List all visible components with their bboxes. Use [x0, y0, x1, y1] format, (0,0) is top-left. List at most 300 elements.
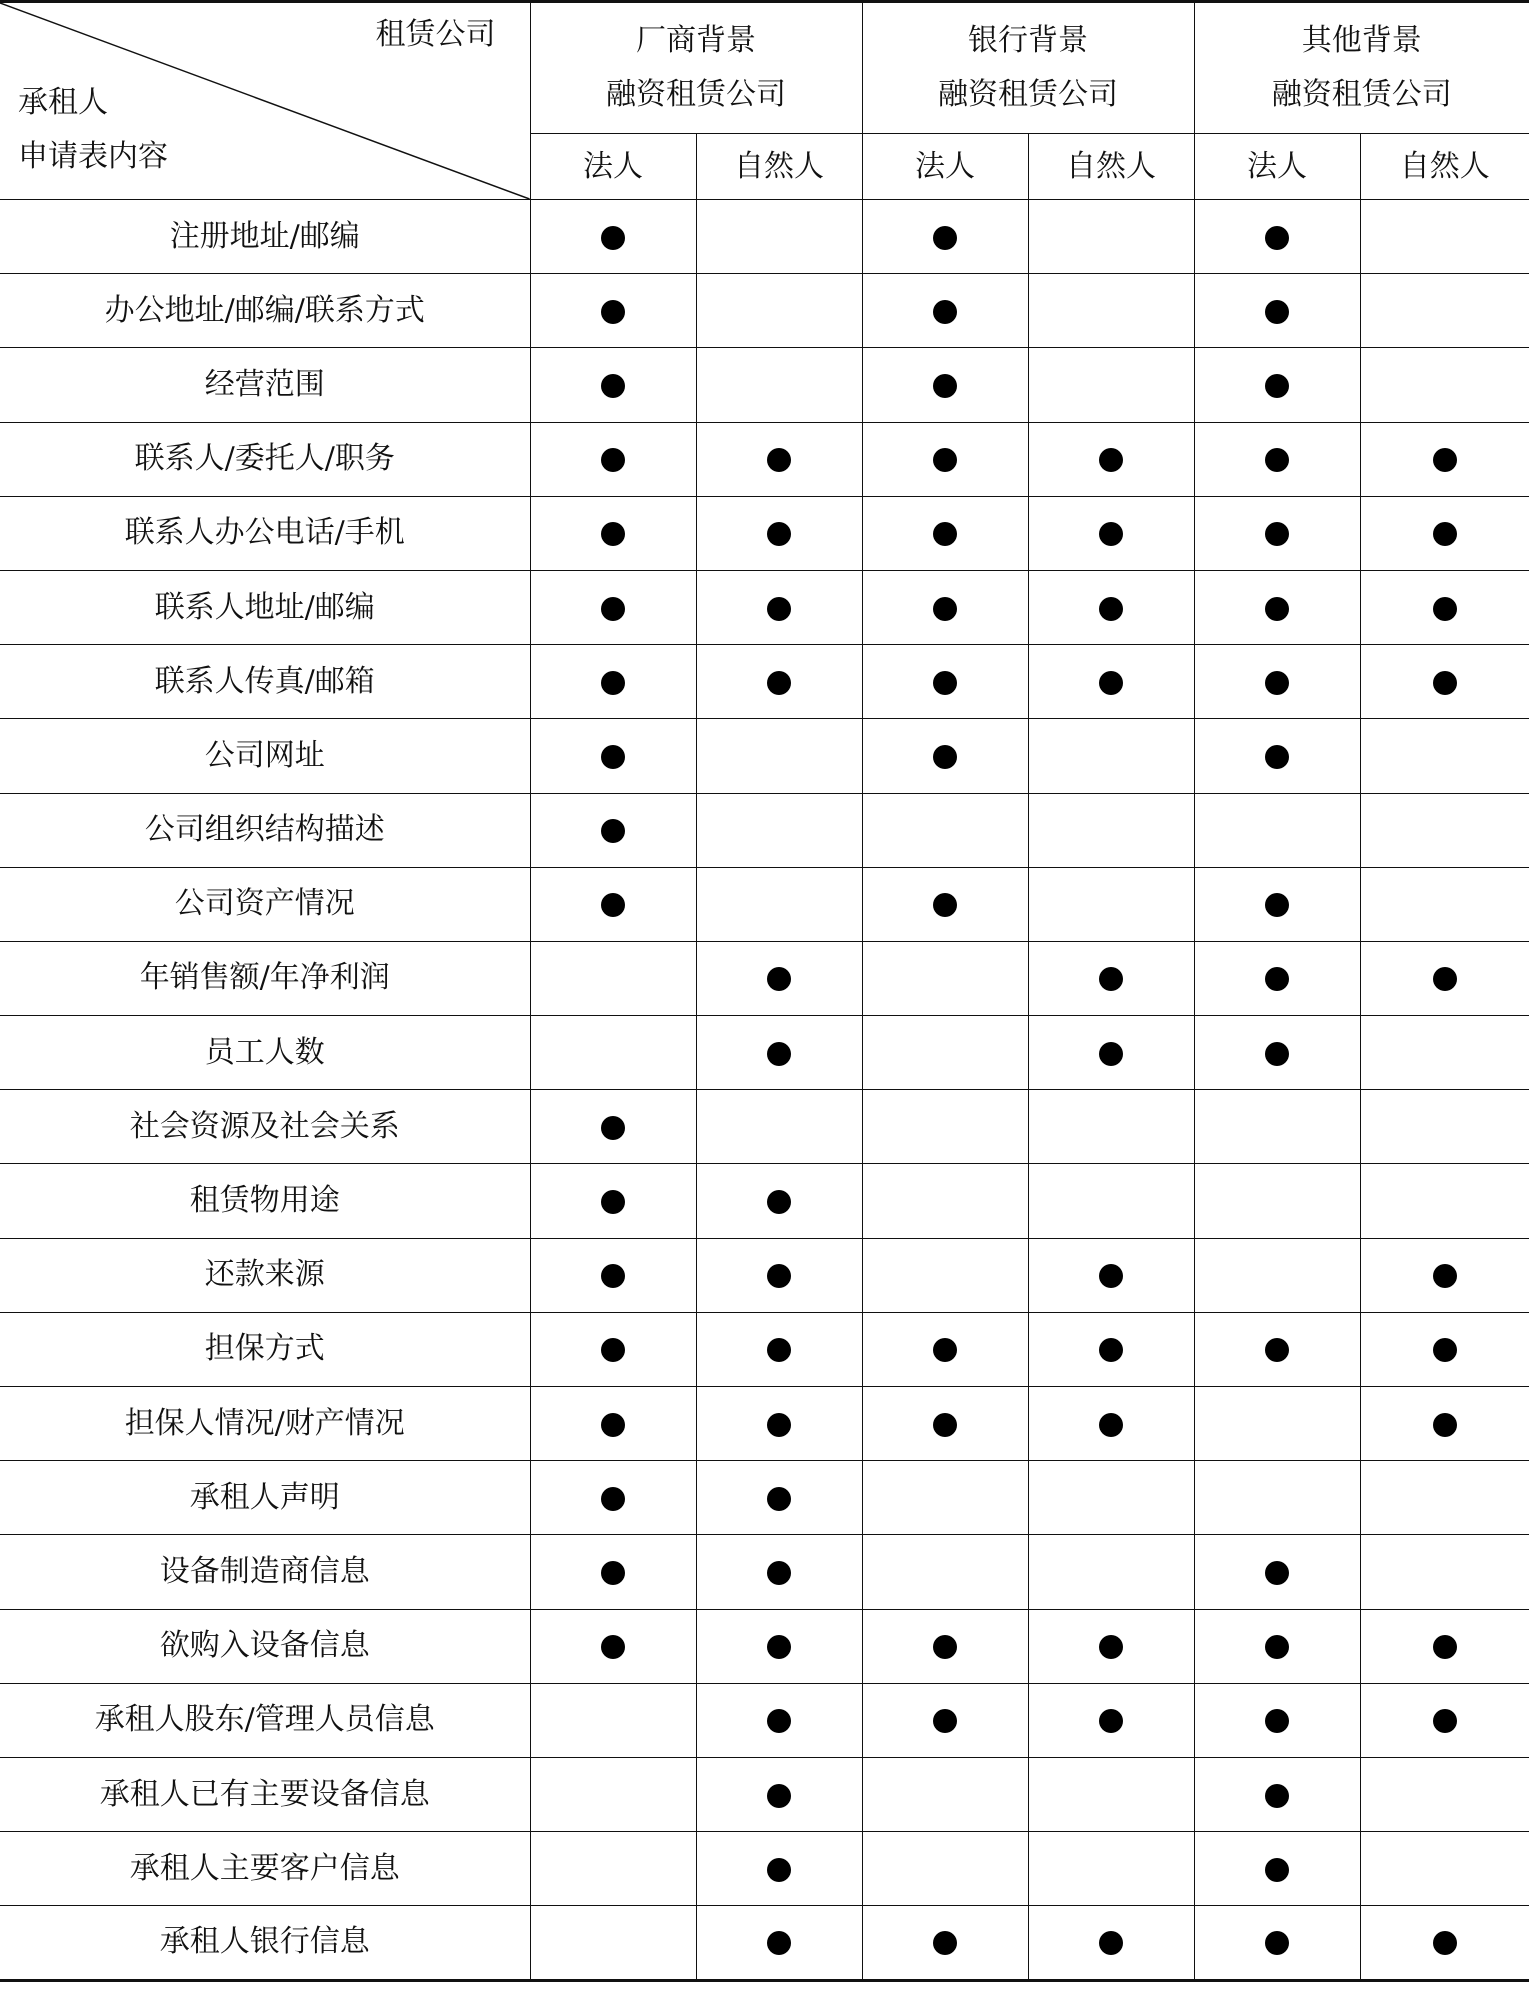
- row-label: 社会资源及社会关系: [0, 1090, 530, 1164]
- row-label: 联系人办公电话/手机: [0, 496, 530, 570]
- filled-circle-icon: [933, 1709, 957, 1733]
- mark-cell: [1194, 793, 1360, 867]
- mark-cell: [1194, 1461, 1360, 1535]
- mark-cell: [1028, 274, 1194, 348]
- filled-circle-icon: [933, 597, 957, 621]
- filled-circle-icon: [1433, 1413, 1457, 1437]
- mark-cell: [862, 1832, 1028, 1906]
- mark-cell: [530, 1757, 696, 1831]
- mark-cell: [1194, 867, 1360, 941]
- mark-cell: [696, 1387, 862, 1461]
- filled-circle-icon: [933, 1931, 957, 1955]
- mark-cell: [530, 496, 696, 570]
- table-row: [0, 867, 1529, 941]
- mark-cell: [1028, 496, 1194, 570]
- subheader-natural-person: 自然人: [696, 134, 862, 200]
- mark-cell: [1360, 348, 1529, 422]
- row-label: 还款来源: [0, 1238, 530, 1312]
- filled-circle-icon: [1099, 448, 1123, 472]
- mark-cell: [1194, 348, 1360, 422]
- filled-circle-icon: [933, 300, 957, 324]
- filled-circle-icon: [933, 745, 957, 769]
- filled-circle-icon: [767, 597, 791, 621]
- mark-cell: [1028, 348, 1194, 422]
- mark-cell: [1194, 719, 1360, 793]
- filled-circle-icon: [1265, 1709, 1289, 1733]
- row-label: 年销售额/年净利润: [0, 941, 530, 1015]
- mark-cell: [530, 422, 696, 496]
- filled-circle-icon: [933, 448, 957, 472]
- filled-circle-icon: [1433, 1635, 1457, 1659]
- mark-cell: [1028, 1609, 1194, 1683]
- filled-circle-icon: [1265, 1858, 1289, 1882]
- table-row: [0, 1312, 1529, 1386]
- filled-circle-icon: [767, 967, 791, 991]
- filled-circle-icon: [933, 226, 957, 250]
- mark-cell: [530, 1683, 696, 1757]
- mark-cell: [862, 274, 1028, 348]
- corner-label-application-content: 申请表内容: [18, 139, 168, 174]
- mark-cell: [1360, 1090, 1529, 1164]
- filled-circle-icon: [933, 1635, 957, 1659]
- row-label: 担保人情况/财产情况: [0, 1387, 530, 1461]
- mark-cell: [696, 645, 862, 719]
- filled-circle-icon: [1099, 671, 1123, 695]
- filled-circle-icon: [933, 893, 957, 917]
- filled-circle-icon: [767, 1264, 791, 1288]
- diagonal-corner-header: [0, 2, 530, 200]
- mark-cell: [530, 867, 696, 941]
- mark-cell: [1360, 1016, 1529, 1090]
- mark-cell: [862, 941, 1028, 1015]
- mark-cell: [1028, 645, 1194, 719]
- table-row: [0, 719, 1529, 793]
- mark-cell: [862, 1683, 1028, 1757]
- filled-circle-icon: [601, 1635, 625, 1659]
- mark-cell: [1360, 274, 1529, 348]
- filled-circle-icon: [1265, 597, 1289, 621]
- mark-cell: [862, 348, 1028, 422]
- mark-cell: [1360, 1906, 1529, 1980]
- group-header-manufacturer: [530, 2, 862, 134]
- mark-cell: [1360, 645, 1529, 719]
- filled-circle-icon: [1433, 1338, 1457, 1362]
- table-row: [0, 1461, 1529, 1535]
- filled-circle-icon: [1265, 1635, 1289, 1659]
- mark-cell: [1194, 1535, 1360, 1609]
- mark-cell: [862, 1387, 1028, 1461]
- corner-label-lessee: 承租人: [18, 85, 108, 120]
- filled-circle-icon: [767, 1338, 791, 1362]
- mark-cell: [1360, 570, 1529, 644]
- mark-cell: [1194, 1312, 1360, 1386]
- filled-circle-icon: [601, 1413, 625, 1437]
- filled-circle-icon: [601, 1561, 625, 1585]
- filled-circle-icon: [933, 671, 957, 695]
- row-label: 经营范围: [0, 348, 530, 422]
- table-row: [0, 941, 1529, 1015]
- row-label: 设备制造商信息: [0, 1535, 530, 1609]
- group-header-line2: 融资租赁公司: [1271, 77, 1452, 112]
- mark-cell: [1194, 1906, 1360, 1980]
- mark-cell: [1194, 422, 1360, 496]
- mark-cell: [862, 1238, 1028, 1312]
- table-row: [0, 1016, 1529, 1090]
- mark-cell: [1028, 1312, 1194, 1386]
- filled-circle-icon: [1099, 1338, 1123, 1362]
- mark-cell: [1360, 422, 1529, 496]
- mark-cell: [1360, 867, 1529, 941]
- filled-circle-icon: [1265, 893, 1289, 917]
- filled-circle-icon: [601, 1190, 625, 1214]
- mark-cell: [1360, 719, 1529, 793]
- mark-cell: [1028, 1387, 1194, 1461]
- filled-circle-icon: [1265, 1784, 1289, 1808]
- mark-cell: [1194, 645, 1360, 719]
- mark-cell: [1360, 1609, 1529, 1683]
- filled-circle-icon: [767, 1413, 791, 1437]
- mark-cell: [530, 645, 696, 719]
- group-header-line2: 融资租赁公司: [606, 77, 786, 112]
- mark-cell: [530, 941, 696, 1015]
- mark-cell: [862, 496, 1028, 570]
- row-label: 公司网址: [0, 719, 530, 793]
- filled-circle-icon: [1099, 597, 1123, 621]
- filled-circle-icon: [1433, 967, 1457, 991]
- mark-cell: [1194, 1683, 1360, 1757]
- mark-cell: [530, 1461, 696, 1535]
- filled-circle-icon: [1099, 1042, 1123, 1066]
- mark-cell: [862, 1090, 1028, 1164]
- group-header-bank: [862, 2, 1194, 134]
- mark-cell: [530, 1535, 696, 1609]
- filled-circle-icon: [1265, 967, 1289, 991]
- mark-cell: [696, 867, 862, 941]
- table-row: [0, 645, 1529, 719]
- filled-circle-icon: [601, 448, 625, 472]
- mark-cell: [696, 1906, 862, 1980]
- row-label: 承租人主要客户信息: [0, 1832, 530, 1906]
- mark-cell: [1194, 1164, 1360, 1238]
- mark-cell: [862, 1757, 1028, 1831]
- filled-circle-icon: [1433, 1264, 1457, 1288]
- mark-cell: [530, 1238, 696, 1312]
- mark-cell: [1028, 422, 1194, 496]
- mark-cell: [696, 348, 862, 422]
- mark-cell: [530, 1906, 696, 1980]
- filled-circle-icon: [601, 226, 625, 250]
- mark-cell: [530, 1832, 696, 1906]
- mark-cell: [696, 1832, 862, 1906]
- mark-cell: [1194, 1238, 1360, 1312]
- table-row: [0, 422, 1529, 496]
- table-row: [0, 1164, 1529, 1238]
- table-row: [0, 1832, 1529, 1906]
- filled-circle-icon: [1265, 1338, 1289, 1362]
- filled-circle-icon: [601, 1338, 625, 1362]
- mark-cell: [696, 422, 862, 496]
- filled-circle-icon: [601, 893, 625, 917]
- mark-cell: [530, 1609, 696, 1683]
- mark-cell: [862, 1164, 1028, 1238]
- filled-circle-icon: [1265, 374, 1289, 398]
- filled-circle-icon: [767, 448, 791, 472]
- row-label: 注册地址/邮编: [0, 200, 530, 274]
- mark-cell: [530, 274, 696, 348]
- table-row: [0, 1238, 1529, 1312]
- table-row: [0, 1757, 1529, 1831]
- mark-cell: [530, 570, 696, 644]
- mark-cell: [1194, 1387, 1360, 1461]
- mark-cell: [530, 1164, 696, 1238]
- mark-cell: [696, 719, 862, 793]
- filled-circle-icon: [1099, 522, 1123, 546]
- row-label: 联系人传真/邮箱: [0, 645, 530, 719]
- mark-cell: [1194, 570, 1360, 644]
- mark-cell: [696, 496, 862, 570]
- filled-circle-icon: [1099, 1931, 1123, 1955]
- filled-circle-icon: [601, 1487, 625, 1511]
- filled-circle-icon: [1099, 1413, 1123, 1437]
- mark-cell: [1194, 1757, 1360, 1831]
- mark-cell: [1028, 1090, 1194, 1164]
- mark-cell: [1028, 1832, 1194, 1906]
- mark-cell: [1028, 200, 1194, 274]
- filled-circle-icon: [601, 522, 625, 546]
- mark-cell: [696, 1016, 862, 1090]
- mark-cell: [1194, 941, 1360, 1015]
- row-label: 承租人已有主要设备信息: [0, 1757, 530, 1831]
- mark-cell: [696, 1683, 862, 1757]
- filled-circle-icon: [601, 374, 625, 398]
- subheader-legal-person: 法人: [530, 134, 696, 200]
- mark-cell: [1360, 1238, 1529, 1312]
- filled-circle-icon: [1265, 1042, 1289, 1066]
- filled-circle-icon: [601, 819, 625, 843]
- mark-cell: [1028, 570, 1194, 644]
- table-row: [0, 570, 1529, 644]
- filled-circle-icon: [767, 1190, 791, 1214]
- filled-circle-icon: [1433, 597, 1457, 621]
- mark-cell: [862, 200, 1028, 274]
- mark-cell: [1028, 867, 1194, 941]
- filled-circle-icon: [601, 597, 625, 621]
- mark-cell: [1360, 1757, 1529, 1831]
- row-label: 公司资产情况: [0, 867, 530, 941]
- filled-circle-icon: [767, 1709, 791, 1733]
- row-label: 承租人银行信息: [0, 1906, 530, 1980]
- filled-circle-icon: [933, 374, 957, 398]
- filled-circle-icon: [1433, 522, 1457, 546]
- mark-cell: [696, 1609, 862, 1683]
- filled-circle-icon: [1433, 671, 1457, 695]
- mark-cell: [1360, 1832, 1529, 1906]
- mark-cell: [696, 941, 862, 1015]
- subheader-legal-person: 法人: [862, 134, 1028, 200]
- row-label: 租赁物用途: [0, 1164, 530, 1238]
- filled-circle-icon: [601, 671, 625, 695]
- filled-circle-icon: [1265, 1931, 1289, 1955]
- table-row: [0, 274, 1529, 348]
- mark-cell: [862, 570, 1028, 644]
- filled-circle-icon: [767, 1561, 791, 1585]
- group-header-line2: 融资租赁公司: [938, 77, 1118, 112]
- mark-cell: [1194, 1090, 1360, 1164]
- mark-cell: [1360, 200, 1529, 274]
- filled-circle-icon: [1099, 967, 1123, 991]
- mark-cell: [862, 1609, 1028, 1683]
- filled-circle-icon: [1433, 1709, 1457, 1733]
- row-label: 承租人声明: [0, 1461, 530, 1535]
- row-label: 联系人/委托人/职务: [0, 422, 530, 496]
- row-label: 承租人股东/管理人员信息: [0, 1683, 530, 1757]
- mark-cell: [862, 1312, 1028, 1386]
- mark-cell: [1194, 1609, 1360, 1683]
- mark-cell: [530, 1016, 696, 1090]
- mark-cell: [862, 793, 1028, 867]
- mark-cell: [1028, 941, 1194, 1015]
- mark-cell: [1360, 1387, 1529, 1461]
- filled-circle-icon: [1265, 448, 1289, 472]
- table-row: [0, 1387, 1529, 1461]
- mark-cell: [862, 1461, 1028, 1535]
- filled-circle-icon: [1099, 1709, 1123, 1733]
- filled-circle-icon: [601, 1264, 625, 1288]
- mark-cell: [1028, 1461, 1194, 1535]
- row-label: 担保方式: [0, 1312, 530, 1386]
- filled-circle-icon: [767, 522, 791, 546]
- mark-cell: [862, 422, 1028, 496]
- mark-cell: [1360, 496, 1529, 570]
- mark-cell: [530, 1312, 696, 1386]
- mark-cell: [696, 1312, 862, 1386]
- group-header-other: [1194, 2, 1529, 134]
- table-row: [0, 1906, 1529, 1980]
- filled-circle-icon: [1265, 226, 1289, 250]
- filled-circle-icon: [1433, 1931, 1457, 1955]
- mark-cell: [696, 570, 862, 644]
- filled-circle-icon: [933, 522, 957, 546]
- mark-cell: [1194, 200, 1360, 274]
- mark-cell: [1360, 793, 1529, 867]
- mark-cell: [862, 867, 1028, 941]
- mark-cell: [1194, 1832, 1360, 1906]
- filled-circle-icon: [767, 1931, 791, 1955]
- row-label: 欲购入设备信息: [0, 1609, 530, 1683]
- filled-circle-icon: [601, 1116, 625, 1140]
- mark-cell: [1028, 793, 1194, 867]
- row-label: 员工人数: [0, 1016, 530, 1090]
- row-label: 联系人地址/邮编: [0, 570, 530, 644]
- group-header-line1: 其他背景: [1301, 23, 1422, 58]
- group-header-line1: 银行背景: [968, 23, 1088, 58]
- mark-cell: [1360, 941, 1529, 1015]
- row-label: 公司组织结构描述: [0, 793, 530, 867]
- mark-cell: [1194, 1016, 1360, 1090]
- mark-cell: [696, 793, 862, 867]
- mark-cell: [1194, 496, 1360, 570]
- mark-cell: [696, 274, 862, 348]
- table-row: [0, 1609, 1529, 1683]
- filled-circle-icon: [1099, 1635, 1123, 1659]
- mark-cell: [530, 1090, 696, 1164]
- table-row: [0, 1535, 1529, 1609]
- mark-cell: [1360, 1683, 1529, 1757]
- table-row: [0, 348, 1529, 422]
- mark-cell: [1360, 1312, 1529, 1386]
- mark-cell: [1028, 719, 1194, 793]
- mark-cell: [530, 1387, 696, 1461]
- table-row: [0, 1090, 1529, 1164]
- subheader-natural-person: 自然人: [1360, 134, 1529, 200]
- corner-label-leasing-company: 租赁公司: [375, 17, 496, 52]
- filled-circle-icon: [767, 1042, 791, 1066]
- filled-circle-icon: [767, 1784, 791, 1808]
- table-row: [0, 496, 1529, 570]
- mark-cell: [530, 348, 696, 422]
- filled-circle-icon: [1265, 745, 1289, 769]
- mark-cell: [1028, 1757, 1194, 1831]
- filled-circle-icon: [767, 671, 791, 695]
- mark-cell: [696, 200, 862, 274]
- row-label: 办公地址/邮编/联系方式: [0, 274, 530, 348]
- mark-cell: [696, 1461, 862, 1535]
- filled-circle-icon: [1433, 448, 1457, 472]
- filled-circle-icon: [1265, 671, 1289, 695]
- filled-circle-icon: [933, 1413, 957, 1437]
- mark-cell: [530, 200, 696, 274]
- table-row: [0, 200, 1529, 274]
- mark-cell: [1360, 1461, 1529, 1535]
- mark-cell: [1194, 274, 1360, 348]
- subheader-natural-person: 自然人: [1028, 134, 1194, 200]
- filled-circle-icon: [1265, 522, 1289, 546]
- table-row: [0, 1683, 1529, 1757]
- mark-cell: [696, 1238, 862, 1312]
- filled-circle-icon: [1099, 1264, 1123, 1288]
- mark-cell: [1360, 1535, 1529, 1609]
- mark-cell: [862, 719, 1028, 793]
- mark-cell: [862, 1016, 1028, 1090]
- mark-cell: [1028, 1535, 1194, 1609]
- mark-cell: [530, 719, 696, 793]
- mark-cell: [1360, 1164, 1529, 1238]
- subheader-legal-person: 法人: [1194, 134, 1360, 200]
- mark-cell: [862, 645, 1028, 719]
- table-body: [0, 200, 1529, 1981]
- mark-cell: [696, 1090, 862, 1164]
- filled-circle-icon: [767, 1858, 791, 1882]
- mark-cell: [862, 1906, 1028, 1980]
- mark-cell: [696, 1164, 862, 1238]
- filled-circle-icon: [1265, 1561, 1289, 1585]
- mark-cell: [1028, 1906, 1194, 1980]
- filled-circle-icon: [767, 1487, 791, 1511]
- mark-cell: [1028, 1016, 1194, 1090]
- mark-cell: [1028, 1238, 1194, 1312]
- mark-cell: [696, 1757, 862, 1831]
- mark-cell: [696, 1535, 862, 1609]
- filled-circle-icon: [933, 1338, 957, 1362]
- filled-circle-icon: [601, 745, 625, 769]
- table-row: [0, 793, 1529, 867]
- mark-cell: [530, 793, 696, 867]
- mark-cell: [862, 1535, 1028, 1609]
- filled-circle-icon: [601, 300, 625, 324]
- mark-cell: [1028, 1683, 1194, 1757]
- filled-circle-icon: [1265, 300, 1289, 324]
- mark-cell: [1028, 1164, 1194, 1238]
